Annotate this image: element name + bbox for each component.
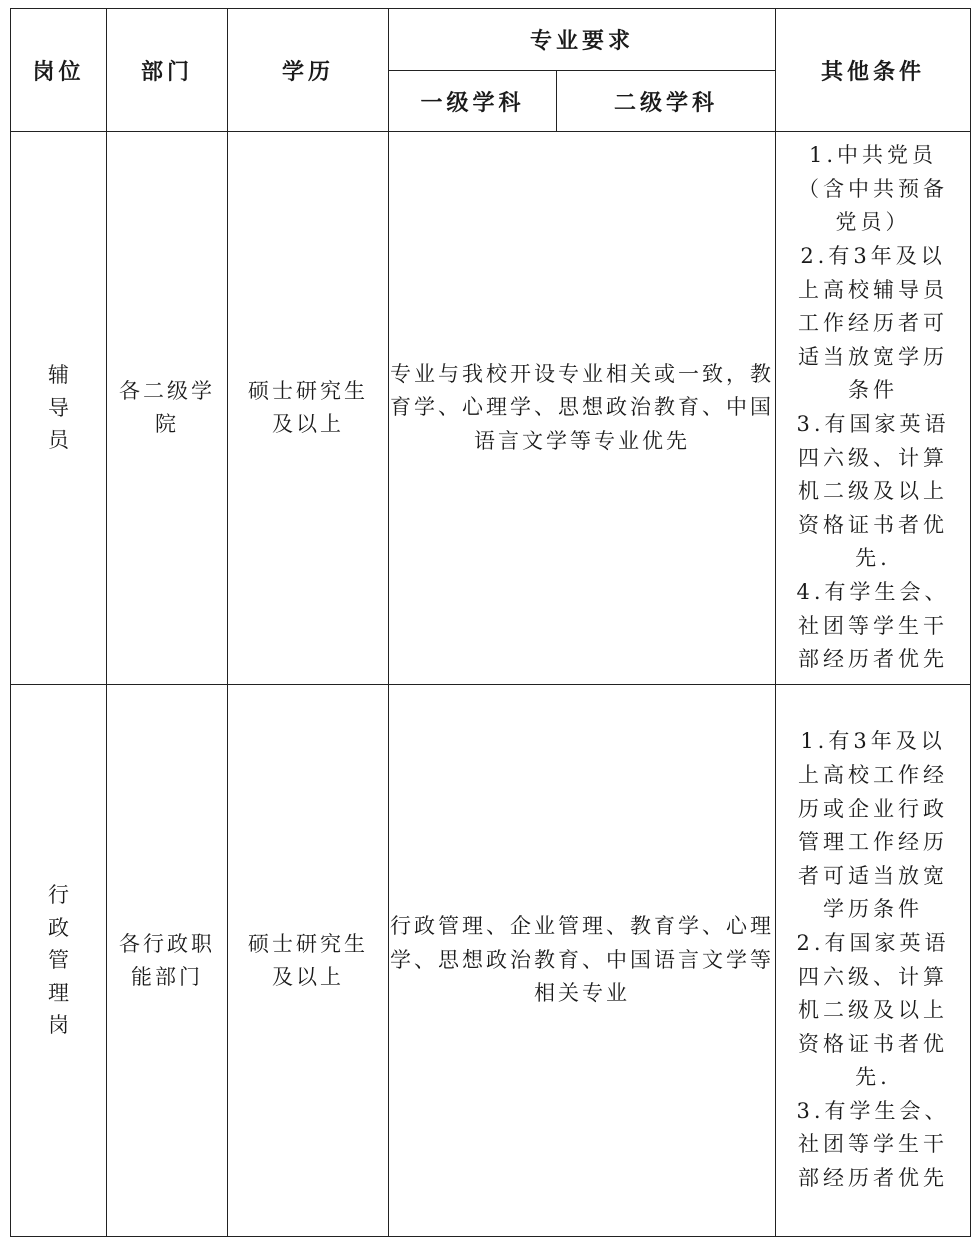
condition-line: 先. <box>855 546 891 571</box>
condition-line: 学历条件 <box>823 897 924 922</box>
table-row <box>11 685 971 1237</box>
condition-line: 历或企业行政 <box>798 796 949 821</box>
major-cell: 行政管理、企业管理、教育学、心理学、思想政治教育、中国语言文学等相关专业 <box>389 685 776 1237</box>
post-cell <box>11 685 107 1237</box>
condition-line: 1.中共党员 <box>808 143 938 168</box>
education-cell <box>228 685 389 1237</box>
condition-line: 四六级、计算 <box>798 964 949 989</box>
table-row <box>11 132 971 685</box>
department-text: 各二级学院 <box>119 379 215 436</box>
condition-line: 部经历者优先 <box>798 1166 949 1191</box>
condition-line: 资格证书者优 <box>798 1031 949 1056</box>
education-text: 硕士研究生及以上 <box>247 379 368 436</box>
header-department: 部门 <box>107 9 228 132</box>
major-cell: 专业与我校开设专业相关或一致，教育学、心理学、思想政治教育、中国语言文学等专业优先 <box>389 132 776 685</box>
condition-line: 4.有学生会、 <box>796 579 950 604</box>
condition-line: 2.有国家英语 <box>796 930 950 955</box>
education-cell <box>228 132 389 685</box>
header-other-conditions: 其他条件 <box>776 9 971 132</box>
condition-line: 资格证书者优 <box>798 512 949 537</box>
condition-line: （含中共预备 <box>798 176 949 201</box>
education-text: 硕士研究生及以上 <box>247 931 368 989</box>
conditions-cell <box>776 132 971 685</box>
post-text: 行政管理岗 <box>47 883 69 1038</box>
header-first-level-discipline: 一级学科 <box>389 71 557 132</box>
condition-line: 部经历者优先 <box>798 647 949 672</box>
header-education: 学历 <box>228 9 389 132</box>
condition-line: 3.有国家英语 <box>796 412 950 436</box>
header-second-level-discipline: 二级学科 <box>557 71 776 132</box>
condition-line: 社团等学生干 <box>798 613 949 638</box>
header-major-requirements: 专业要求 <box>389 9 776 71</box>
department-cell <box>107 132 228 685</box>
condition-line: 工作经历者可 <box>798 311 949 336</box>
condition-line: 者可适当放宽 <box>798 863 949 888</box>
condition-line: 先. <box>855 1065 891 1090</box>
condition-line: 2.有3年及以 <box>800 244 946 269</box>
condition-line: 四六级、计算 <box>798 445 949 470</box>
conditions-cell <box>776 685 971 1237</box>
department-cell <box>107 685 228 1237</box>
header-post: 岗位 <box>11 9 107 132</box>
condition-line: 党员） <box>835 210 911 235</box>
condition-line: 上高校辅导员 <box>798 277 949 302</box>
recruitment-table <box>10 8 971 1237</box>
condition-line: 机二级及以上 <box>798 998 949 1023</box>
condition-line: 社团等学生干 <box>798 1132 949 1157</box>
post-text: 辅导员 <box>47 363 69 453</box>
condition-line: 管理工作经历 <box>798 830 949 855</box>
condition-line: 3.有学生会、 <box>796 1098 950 1123</box>
post-cell <box>11 132 107 685</box>
condition-line: 条件 <box>848 378 899 403</box>
condition-line: 1.有3年及以 <box>800 729 946 754</box>
condition-line: 适当放宽学历 <box>798 344 949 369</box>
department-text: 各行政职能部门 <box>119 931 215 989</box>
condition-line: 上高校工作经 <box>798 762 949 787</box>
condition-line: 机二级及以上 <box>798 479 949 504</box>
header-row-top <box>11 9 971 71</box>
